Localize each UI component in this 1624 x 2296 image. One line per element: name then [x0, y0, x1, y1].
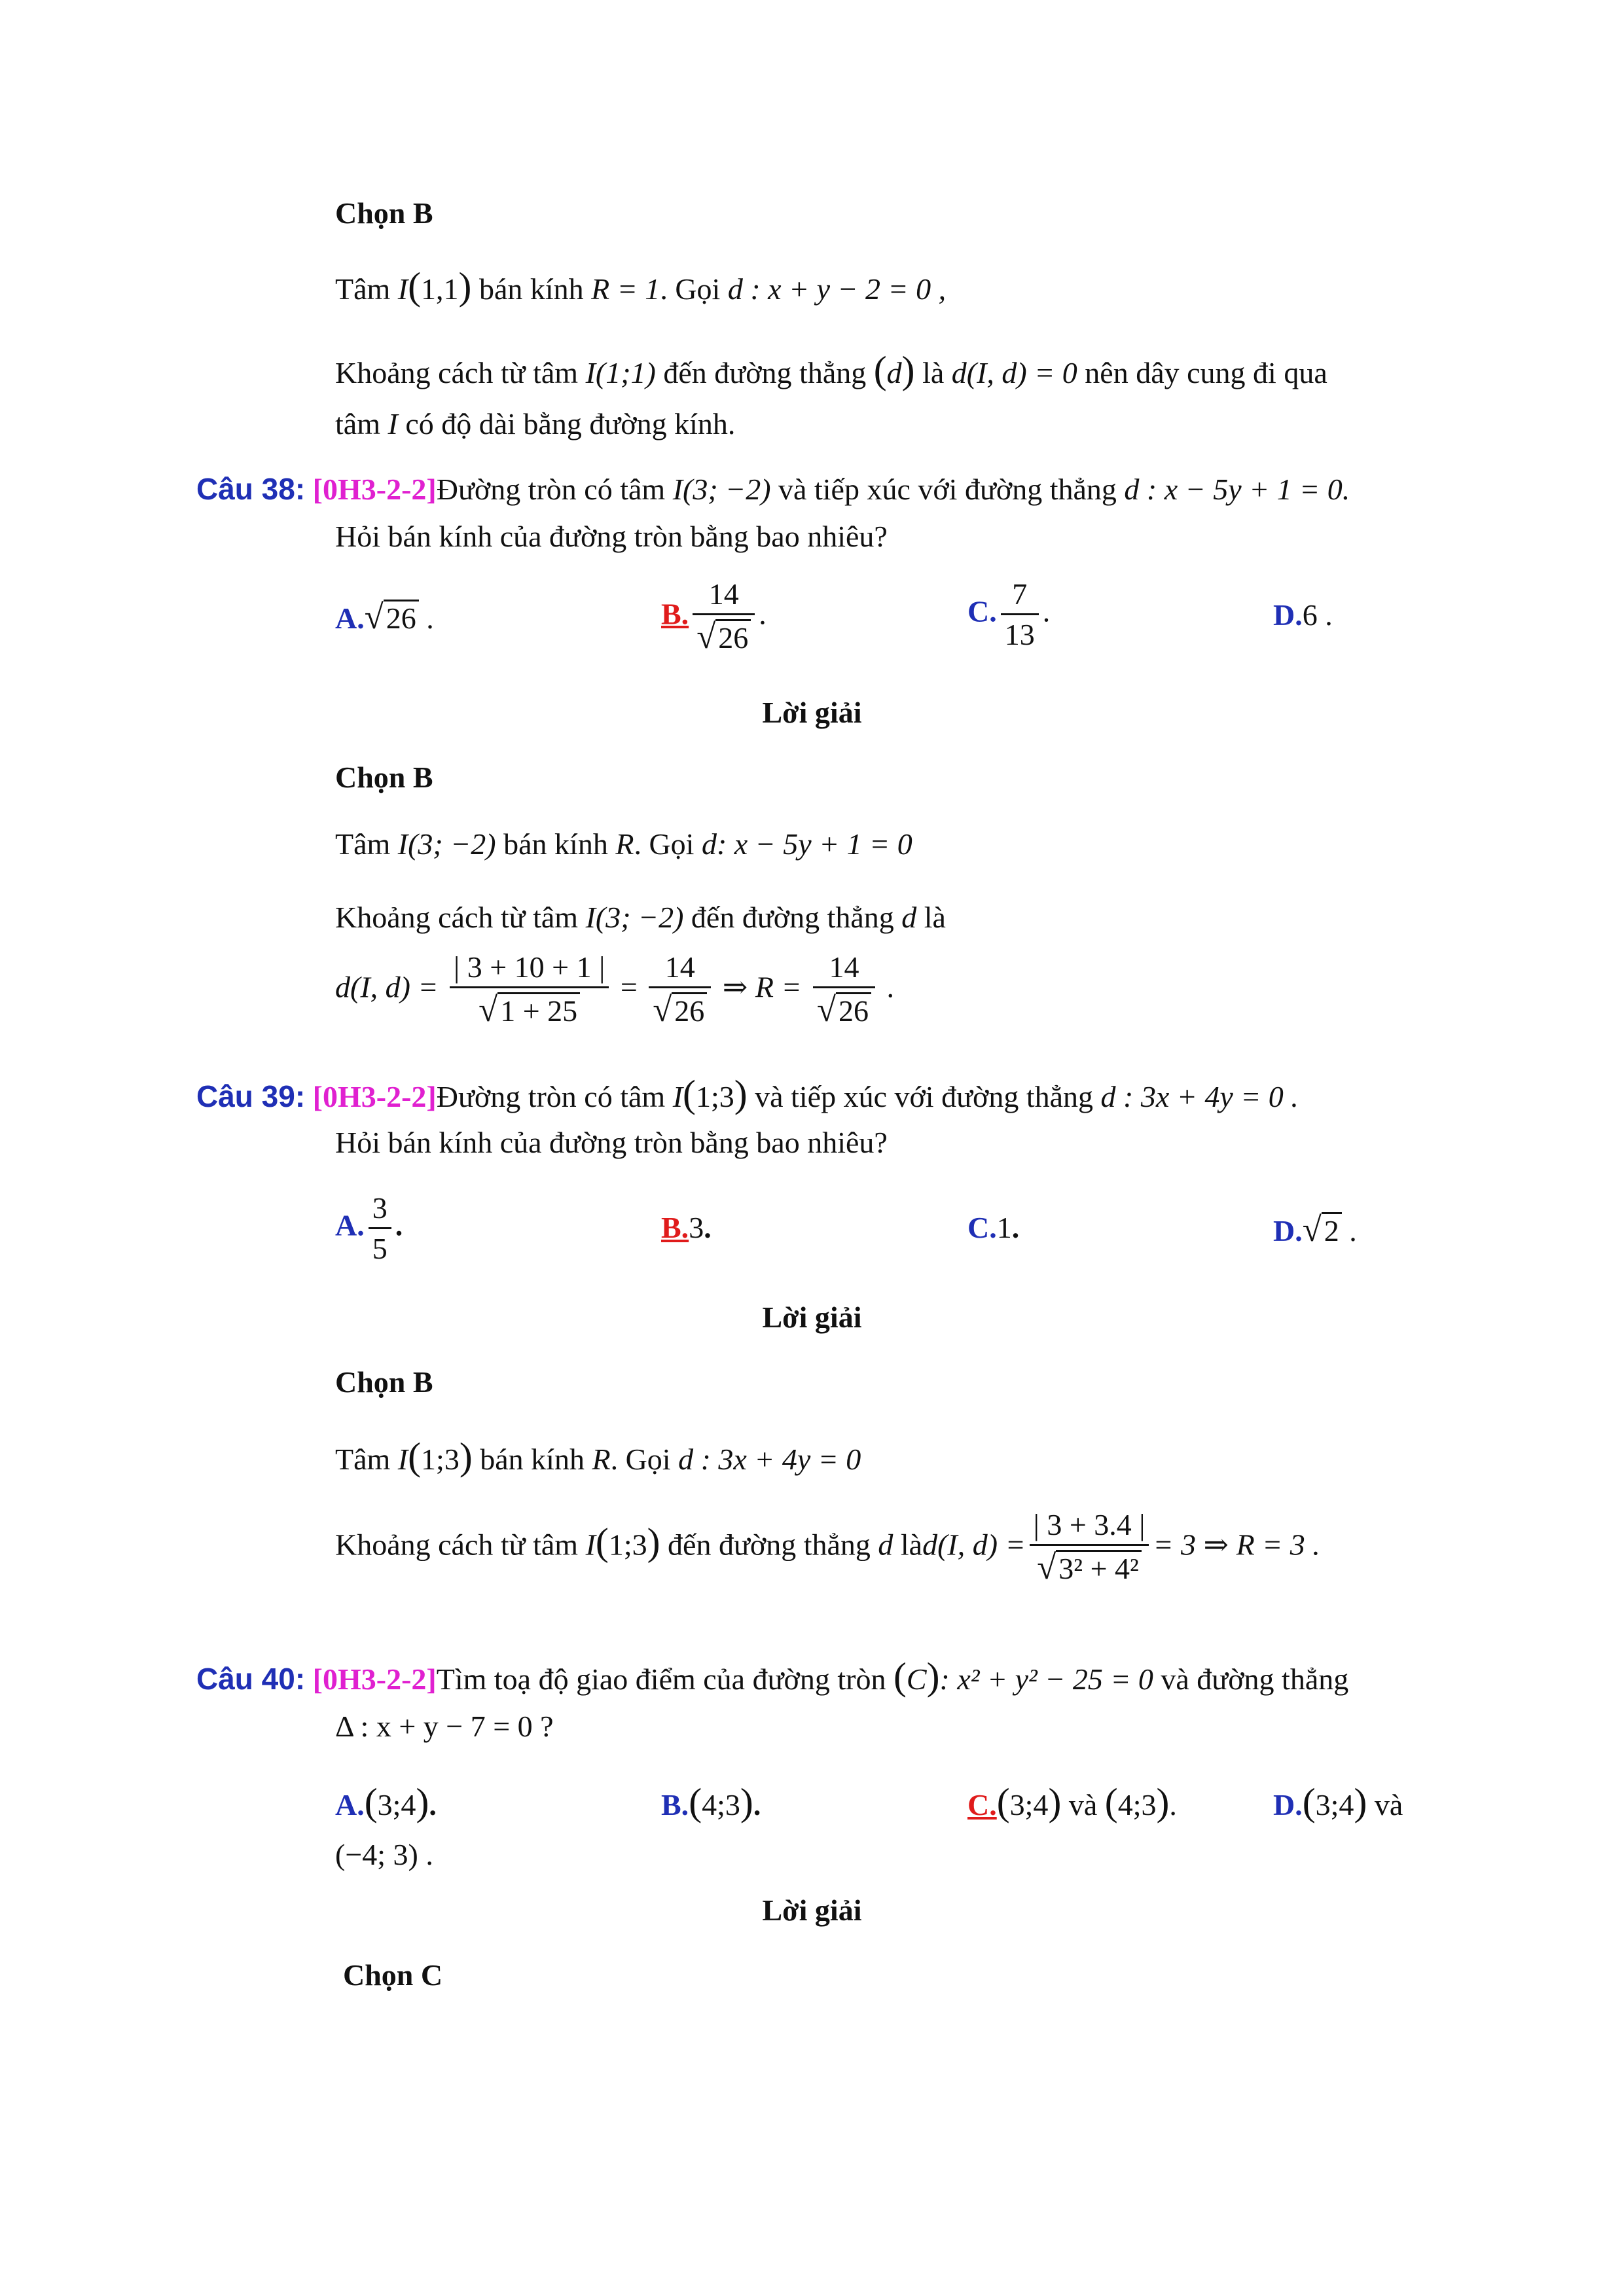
q39-loigiai: Lời giải — [762, 1300, 862, 1334]
q40-label: Câu 40: — [196, 1662, 306, 1696]
q39-question-line2: Hỏi bán kính của đường tròn bằng bao nhiêu? — [335, 1126, 888, 1159]
q38-question-line2: Hỏi bán kính của đường tròn bằng bao nhiêu? — [335, 520, 888, 553]
q39-option-c[interactable]: C.1. — [967, 1211, 1020, 1244]
q40-option-a[interactable]: A.(3;4). — [335, 1780, 437, 1823]
q38-question: Câu 38: [0H3-2-2]Đường tròn có tâm I(3; −2) và tiếp xúc với đường thẳng d : x − 5y + 1 = 0. — [196, 472, 1350, 506]
q38-tam-line: Tâm I(3; −2) bán kính R. Gọi d: x − 5y + 1 = 0 — [335, 827, 912, 861]
q39-option-b[interactable]: B.3. — [661, 1211, 712, 1244]
q40-question-line2: Δ : x + y − 7 = 0 ? — [335, 1710, 554, 1743]
q39-option-a[interactable]: A. $\frac{3}{5}$ . — [335, 1191, 403, 1266]
q40-question: Câu 40: [0H3-2-2]Tìm toạ độ giao điểm của đường tròn (C): x² + y² − 25 = 0 và đường thẳng — [196, 1655, 1349, 1698]
s37-tam-line: Tâm I(1,1) bán kính R = 1. Gọi d : x + y − 2 = 0 , — [335, 264, 947, 308]
q40-chon: Chọn C — [343, 1958, 443, 1992]
q38-option-a[interactable]: A.√26 . — [335, 598, 434, 636]
q38-loigiai: Lời giải — [762, 696, 862, 729]
q40-tag: [0H3-2-2] — [312, 1662, 437, 1696]
q39-option-d[interactable]: D.√2 . — [1273, 1211, 1357, 1249]
q39-chon: Chọn B — [335, 1365, 433, 1399]
q38-formula: d(I, d) = $\frac{| 3 + 10 + 1 |}{√1 + 25}$ = $\frac{14}{√26}$ ⇒ R = $\frac{14}{√26}$ . — [335, 950, 895, 1030]
q38-chon: Chọn B — [335, 761, 433, 794]
q38-option-b[interactable]: B. $\frac{14}{√26}$ . — [661, 577, 767, 656]
q39-tam-line: Tâm I(1;3) bán kính R. Gọi d : 3x + 4y = 0 — [335, 1435, 861, 1478]
q39-question: Câu 39: [0H3-2-2]Đường tròn có tâm I(1;3) và tiếp xúc với đường thẳng d : 3x + 4y = 0 . — [196, 1072, 1299, 1115]
q40-loigiai: Lời giải — [762, 1893, 862, 1927]
q40-option-b[interactable]: B.(4;3). — [661, 1780, 761, 1823]
q38-option-c[interactable]: C. $\frac{7}{13}$ . — [967, 577, 1051, 652]
q39-label: Câu 39: — [196, 1079, 306, 1113]
q40-option-d-cont: (−4; 3) . — [335, 1838, 433, 1871]
q38-option-d[interactable]: D.6 . — [1273, 598, 1333, 632]
s37-kc2-line: tâm I có độ dài bằng đường kính. — [335, 407, 736, 440]
q40-option-c[interactable]: C.(3;4) và (4;3). — [967, 1780, 1177, 1823]
q39-tag: [0H3-2-2] — [312, 1080, 437, 1113]
q39-kc-line: Khoảng cách từ tâm I(1;3) đến đường thẳng d làd(I, d) = $\frac{| 3 + 3.4 |}{\text{√3² + 4²}}$ = 3 ⇒ R = 3 . — [335, 1508, 1320, 1587]
s37-chon: Chọn B — [335, 196, 433, 230]
q40-option-d[interactable]: D.(3;4) và — [1273, 1780, 1403, 1823]
q38-kc-line: Khoảng cách từ tâm I(3; −2) đến đường thẳng d là — [335, 901, 946, 934]
q38-tag: [0H3-2-2] — [312, 473, 437, 506]
s37-kc-line: Khoảng cách từ tâm I(1;1) đến đường thẳng (d) là d(I, d) = 0 nên dây cung đi qua — [335, 348, 1327, 391]
q38-label: Câu 38: — [196, 472, 306, 506]
